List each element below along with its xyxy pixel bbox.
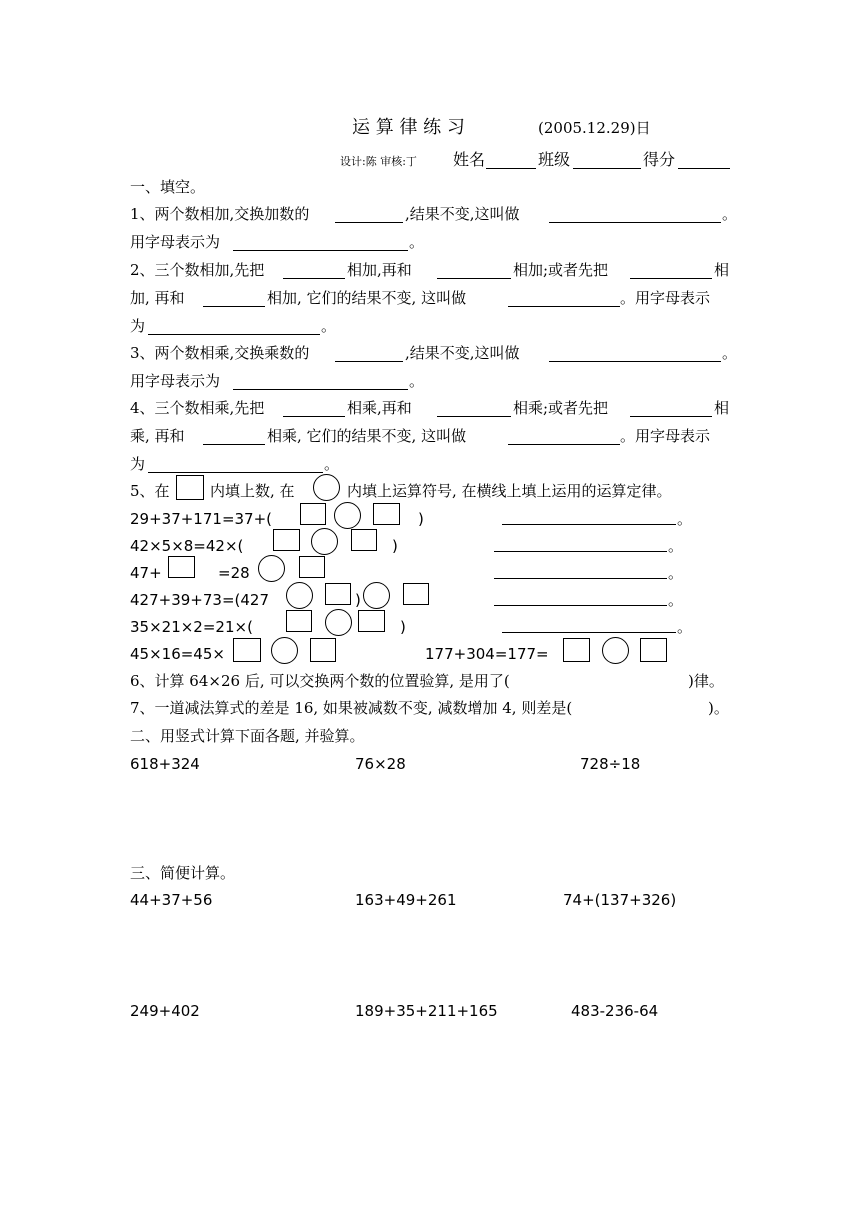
q6-text-a: 6、计算 64×26 后, 可以交换两个数的位置验算, 是用了( [130, 672, 510, 690]
q3-text-c: 。 [722, 344, 738, 362]
q4-text-i: 。 [324, 455, 340, 473]
q5-row4-box-1[interactable] [325, 583, 351, 605]
q5-row5-close: ) [400, 618, 406, 636]
section-1-heading: 一、填空。 [130, 178, 206, 196]
q2-text-c: 相加;或者先把 [513, 261, 609, 279]
q2-blank-4[interactable] [203, 306, 265, 307]
s3-problem-4: 249+402 [130, 1002, 200, 1020]
q3-text-e: 。 [409, 372, 425, 390]
q5-row3-dot: 。 [668, 564, 684, 582]
q4-text-h: 为 [130, 455, 146, 473]
q5-row5-box-1[interactable] [286, 610, 312, 632]
q5-row3-box-2[interactable] [299, 556, 325, 578]
q2-blank-1[interactable] [283, 278, 345, 279]
q2-blank-5[interactable] [508, 306, 620, 307]
q5-row2-close: ) [392, 537, 398, 555]
q5-row6-left-circle[interactable] [271, 637, 298, 664]
s3-problem-1: 44+37+56 [130, 891, 213, 909]
name-label: 姓名 [453, 150, 486, 169]
q5-row3-box-1[interactable] [168, 556, 195, 578]
class-blank[interactable] [573, 168, 641, 169]
q5-row2-box-1[interactable] [273, 529, 300, 551]
q1-text-e: 。 [409, 233, 425, 251]
section-2-heading: 二、用竖式计算下面各题, 并验算。 [130, 727, 365, 745]
q4-text-a: 4、三个数相乘,先把 [130, 399, 265, 417]
q4-blank-4[interactable] [203, 444, 265, 445]
q5-row6-right-box-2[interactable] [640, 638, 667, 662]
q3-blank-2[interactable] [549, 361, 721, 362]
q5-row5-expr: 35×21×2=21×( [130, 618, 253, 636]
q2-text-e: 加, 再和 [130, 289, 185, 307]
q5-row3-circle[interactable] [258, 555, 285, 582]
q5-row2-dot: 。 [668, 537, 684, 555]
q3-blank-1[interactable] [335, 361, 403, 362]
q5-row4-close: ) [355, 591, 361, 609]
q3-text-a: 3、两个数相乘,交换乘数的 [130, 344, 310, 362]
legend-square-box [176, 475, 204, 500]
q3-text-d: 用字母表示为 [130, 372, 221, 390]
s3-problem-6: 483-236-64 [571, 1002, 659, 1020]
q4-blank-2[interactable] [437, 416, 511, 417]
q7-text-a: 7、一道减法算式的差是 16, 如果被减数不变, 减数增加 4, 则差是( [130, 699, 573, 717]
q3-text-b: ,结果不变,这叫做 [405, 344, 520, 362]
q2-text-b: 相加,再和 [347, 261, 412, 279]
section-3-heading: 三、简便计算。 [130, 864, 236, 882]
q5-row6-expr-left: 45×16=45× [130, 645, 225, 663]
q5-row5-circle[interactable] [325, 609, 352, 636]
q5-row2-expr: 42×5×8=42×( [130, 537, 244, 555]
q1-text-d: 用字母表示为 [130, 233, 221, 251]
q2-text-h: 为 [130, 317, 146, 335]
q5-row4-circle-2[interactable] [363, 582, 390, 609]
q4-blank-6[interactable] [148, 472, 323, 473]
q5-row1-close: ) [418, 510, 424, 528]
q4-blank-1[interactable] [283, 416, 345, 417]
q5-text-b: 内填上数, 在 [210, 482, 295, 500]
q1-text-b: ,结果不变,这叫做 [405, 205, 520, 223]
s3-problem-2: 163+49+261 [355, 891, 457, 909]
worksheet-date: (2005.12.29)日 [538, 119, 651, 137]
q5-text-a: 5、在 [130, 482, 170, 500]
q5-row4-dot: 。 [668, 591, 684, 609]
q2-text-i: 。 [321, 317, 337, 335]
q5-row2-circle[interactable] [311, 528, 338, 555]
q5-row6-left-box-2[interactable] [310, 638, 336, 662]
q2-blank-6[interactable] [148, 334, 320, 335]
name-blank[interactable] [486, 168, 536, 169]
s3-problem-3: 74+(137+326) [563, 891, 677, 909]
q1-text-c: 。 [722, 205, 738, 223]
s2-problem-2: 76×28 [355, 755, 406, 773]
q5-row6-right-circle[interactable] [602, 637, 629, 664]
score-blank[interactable] [678, 168, 730, 169]
q5-row1-box-1[interactable] [300, 503, 326, 525]
q5-row1-box-2[interactable] [373, 503, 400, 525]
q2-blank-3[interactable] [630, 278, 712, 279]
q2-text-g: 。用字母表示 [620, 289, 711, 307]
q5-row6-right-box-1[interactable] [563, 638, 590, 662]
q2-text-f: 相加, 它们的结果不变, 这叫做 [267, 289, 467, 307]
designer-reviewer: 设计:陈 审核:丁 [340, 155, 417, 168]
q5-row2-law-blank[interactable] [494, 551, 667, 552]
q5-row6-left-box-1[interactable] [233, 638, 261, 662]
q4-text-e: 乘, 再和 [130, 427, 185, 445]
s3-problem-5: 189+35+211+165 [355, 1002, 498, 1020]
s2-problem-1: 618+324 [130, 755, 200, 773]
q5-row5-dot: 。 [677, 618, 693, 636]
q5-row4-law-blank[interactable] [494, 605, 667, 606]
q4-text-d: 相 [714, 399, 730, 417]
q5-row1-expr: 29+37+171=37+( [130, 510, 273, 528]
q5-row3-law-blank[interactable] [494, 578, 667, 579]
class-label: 班级 [538, 150, 571, 169]
q5-row5-law-blank[interactable] [502, 632, 676, 633]
score-label: 得分 [643, 150, 676, 169]
q5-row5-box-2[interactable] [358, 610, 385, 632]
worksheet-title: 运 算 律 练 习 [352, 117, 465, 138]
q1-blank-1[interactable] [335, 222, 403, 223]
q5-row1-law-blank[interactable] [502, 524, 676, 525]
q5-row2-box-2[interactable] [351, 529, 377, 551]
q5-row1-dot: 。 [677, 510, 693, 528]
q5-row3-mid: =28 [218, 564, 250, 582]
q1-text-a: 1、两个数相加,交换加数的 [130, 205, 310, 223]
q4-text-f: 相乘, 它们的结果不变, 这叫做 [267, 427, 467, 445]
q1-blank-3[interactable] [233, 250, 408, 251]
q2-blank-2[interactable] [437, 278, 511, 279]
q4-text-c: 相乘;或者先把 [513, 399, 609, 417]
q4-text-g: 。用字母表示 [620, 427, 711, 445]
q7-text-b: )。 [708, 699, 729, 717]
q5-row3-expr: 47+ [130, 564, 162, 582]
q2-text-d: 相 [714, 261, 730, 279]
q3-blank-3[interactable] [233, 389, 408, 390]
legend-circle [313, 474, 340, 501]
q4-blank-3[interactable] [630, 416, 712, 417]
q5-row4-circle-1[interactable] [286, 582, 313, 609]
q5-row1-circle[interactable] [334, 502, 361, 529]
q5-row6-expr-right: 177+304=177= [425, 645, 549, 663]
q6-text-b: )律。 [688, 672, 724, 690]
q5-text-c: 内填上运算符号, 在横线上填上运用的运算定律。 [347, 482, 672, 500]
q5-row4-expr: 427+39+73=(427 [130, 591, 269, 609]
q2-text-a: 2、三个数相加,先把 [130, 261, 265, 279]
q5-row4-box-2[interactable] [403, 583, 429, 605]
s2-problem-3: 728÷18 [580, 755, 641, 773]
q4-text-b: 相乘,再和 [347, 399, 412, 417]
q4-blank-5[interactable] [508, 444, 620, 445]
q1-blank-2[interactable] [549, 222, 721, 223]
